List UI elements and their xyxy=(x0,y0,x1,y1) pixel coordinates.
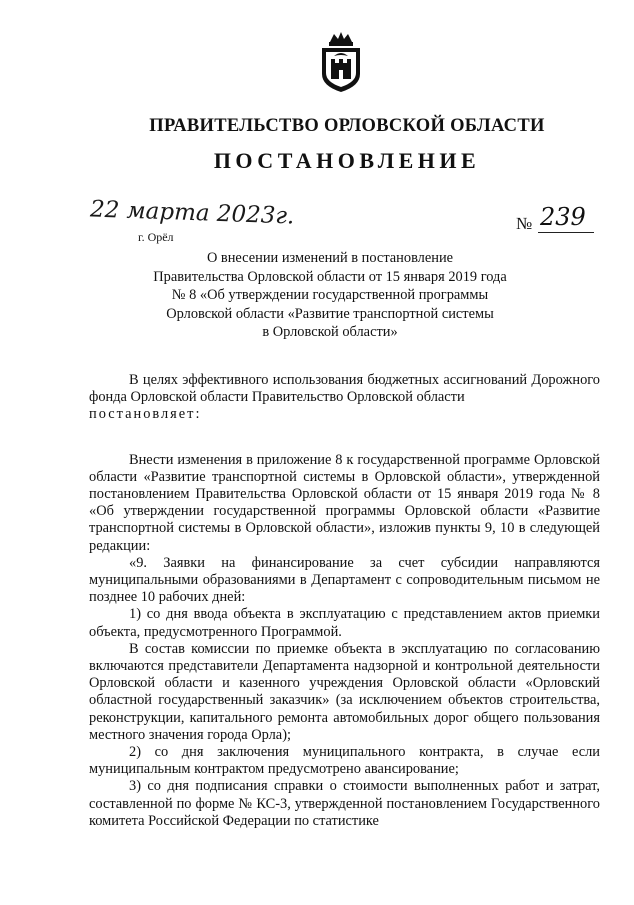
subject-line: Правительства Орловской области от 15 января 2019 года xyxy=(153,268,507,285)
subject-line: в Орловской области» xyxy=(262,324,398,341)
handwritten-date: 22 марта 2023г. xyxy=(89,196,295,230)
intro-text: В целях эффективного использования бюджетных ассигнований Дорожного фонда Орловской области Правительство Орловской области xyxy=(89,372,600,406)
body-paragraph: В состав комиссии по приемке объекта в эксплуатацию по согласованию включаются представители Департамента надзорной и контрольной деятельности Орловской области и казенного учреждения Орловской области «Орловский областной государственный заказчик» (за исключением объектов строительства, реконструкции, капитального ремонта автомобильных дорог общего пользования местного значения города Орла); xyxy=(89,640,600,743)
document-type: ПОСТАНОВЛЕНИЕ xyxy=(213,148,481,173)
body-paragraph: 2) со дня заключения муниципального контракта, в случае если муниципальным контрактом предусмотрено авансирование; xyxy=(89,744,600,778)
body-paragraph: «9. Заявки на финансирование за счет субсидии направляются муниципальными образованиями в Департамент с сопроводительным письмом не позднее 10 рабочих дней: xyxy=(89,554,600,606)
subject-line: Орловской области «Развитие транспортной системы xyxy=(166,305,494,322)
number-label: № xyxy=(516,214,533,233)
handwritten-number: 239 xyxy=(540,203,586,231)
number-underline xyxy=(538,232,594,233)
subject-line: О внесении изменений в постановление xyxy=(206,250,454,266)
document-subject xyxy=(130,249,530,342)
coat-of-arms-icon xyxy=(316,30,366,94)
document-body xyxy=(89,372,600,830)
subject-line: № 8 «Об утверждении государственной программы xyxy=(171,287,489,304)
body-paragraph: Внести изменения в приложение 8 к государственной программе Орловской области «Развитие транспортной системы в Орловской области», утвержденной постановлением Правительства Орловской области от 15 января 2019 года № 8 «Об утверждении государственной программы Орловской области «Развитие транспортной системы в Орловской области», изложив пункты 9, 10 в следующей редакции: xyxy=(89,451,600,554)
city: г. Орёл xyxy=(138,230,174,244)
body-paragraph: 1) со дня ввода объекта в эксплуатацию с представлением актов приемки объекта, предусмотренного Программой. xyxy=(89,606,600,640)
organization-title: ПРАВИТЕЛЬСТВО ОРЛОВСКОЙ ОБЛАСТИ xyxy=(149,116,545,136)
body-paragraph: 3) со дня подписания справки о стоимости выполненных работ и затрат, составленной по форме № КС-3, утвержденной постановлением Государственного комитета Российской Федерации по статистике xyxy=(89,778,600,829)
resolves-word: постановляет: xyxy=(89,406,202,423)
intro-paragraph xyxy=(89,372,600,424)
